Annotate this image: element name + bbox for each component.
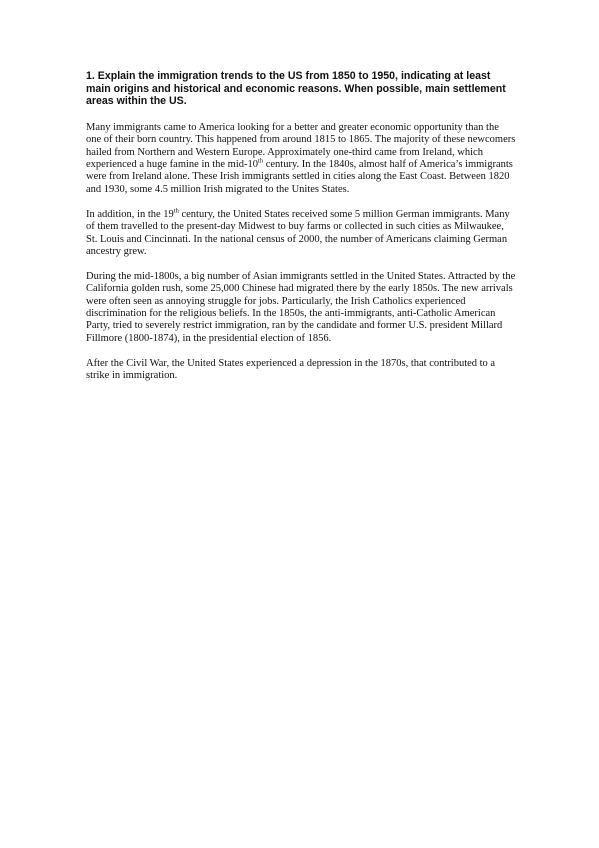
paragraph-text: century. In the 1840s, almost half of America’s immigrants were from Ireland alone. These Irish immigrants settled in cities along the East Coast. Between 1820 and 1930, some 4.5 million Irish migrated to the Unites States.	[86, 159, 513, 195]
paragraph-asian-immigration: During the mid-1800s, a big number of Asian immigrants settled in the United States. Attracted by the California golden rush, some 25,000 Chinese had migrated there by the early 1850s. The new arrivals were often seen as annoying struggle for jobs. Particularly, the Irish Catholics experienced discrimination for the religious beliefs. In the 1850s, the anti-immigrants, anti-Catholic American Party, tried to severely restrict immigration, ran by the candidate and former U.S. president Millard Fillmore (1800-1874), in the presidential election of 1856.	[86, 270, 516, 344]
question-heading: 1. Explain the immigration trends to the US from 1850 to 1950, indicating at least main origins and historical and economic reasons. When possible, main settlement areas within the US.	[86, 70, 506, 108]
document-body	[86, 70, 516, 395]
paragraph-text: Many immigrants came to America looking for a better and greater economic opportunity than the one of their born country. This happened from around 1815 to 1865. The majority of these newcomers hailed from Northern and Western Europe. Approximately one-third came from Ireland, which experienced a huge famine in the mid-10	[86, 121, 516, 170]
ordinal-suffix: th	[173, 207, 179, 215]
paragraph-text: century, the United States received some 5 million German immigrants. Many of them travelled to the present-day Midwest to buy farms or collected in such cities as Milwaukee, St. Louis and Cincinnati. In the national census of 2000, the number of Americans claiming German ancestry grew.	[86, 208, 510, 257]
paragraph-irish-immigration	[86, 122, 516, 196]
paragraph-civil-war: After the Civil War, the United States experienced a depression in the 1870s, that contributed to a strike in immigration.	[86, 357, 496, 382]
ordinal-suffix: th	[258, 157, 264, 165]
paragraph-german-immigration	[86, 209, 516, 259]
paragraph-text: In addition, in the 19	[86, 208, 174, 220]
